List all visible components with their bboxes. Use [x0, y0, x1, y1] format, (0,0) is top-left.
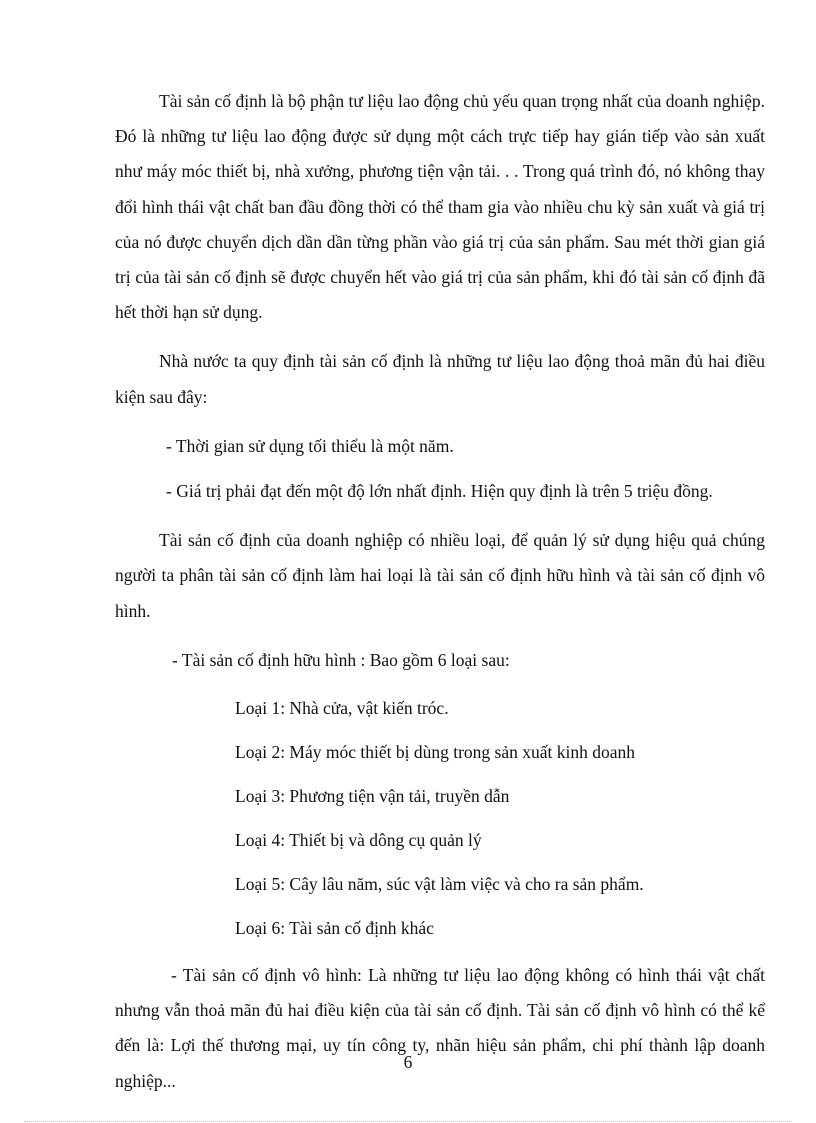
- category-item: Loại 2: Máy móc thiết bị dùng trong sản xuất kinh doanh: [235, 742, 636, 763]
- document-body: [115, 84, 765, 1099]
- category-item: Loại 1: Nhà cửa, vật kiến tróc.: [235, 698, 449, 719]
- category-list: [115, 686, 765, 950]
- paragraph-definition: Tài sản cố định là bộ phận tư liệu lao động chủ yếu quan trọng nhất của doanh nghiệp. Đó là những tư liệu lao động được sử dụng một cách trực tiếp hay gián tiếp vào sản xuất như máy móc thiết bị, nhà xưởng, phương tiện vận tải. . . Trong quá trình đó, nó không thay đổi hình thái vật chất ban đầu đồng thời có thể tham gia vào nhiều chu kỳ sản xuất và giá trị của nó được chuyển dịch dần dần từng phần vào giá trị của sản phẩm. Sau mét thời gian giá trị của tài sản cố định sẽ được chuyển hết vào giá trị của sản phẩm, khi đó tài sản cố định đã hết thời hạn sử dụng.: [115, 91, 765, 323]
- category-item: Loại 4: Thiết bị và dông cụ quản lý: [235, 830, 482, 851]
- paragraph-intangible-assets: - Tài sản cố định vô hình: Là những tư liệu lao động không có hình thái vật chất nhưng vẫn thoả mãn đủ hai điều kiện của tài sản cố định. Tài sản cố định vô hình có thể kể đến là: Lợi thế thương mại, uy tín công ty, nhãn hiệu sản phẩm, chi phí thành lập doanh nghiệp...: [115, 965, 765, 1091]
- tangible-assets-heading: - Tài sản cố định hữu hình : Bao gồm 6 loại sau:: [172, 649, 510, 670]
- page-number: 6: [403, 1052, 413, 1072]
- conditions-list: [115, 429, 765, 509]
- paragraph-conditions-intro: Nhà nước ta quy định tài sản cố định là những tư liệu lao động thoả mãn đủ hai điều kiện sau đây:: [115, 351, 765, 407]
- condition-item-value: - Giá trị phải đạt đến một độ lớn nhất định. Hiện quy định là trên 5 triệu đồng.: [166, 481, 713, 502]
- category-item: Loại 5: Cây lâu năm, súc vật làm việc và cho ra sản phẩm.: [235, 874, 644, 895]
- category-item: Loại 6: Tài sản cố định khác: [235, 918, 434, 939]
- condition-item-time: - Thời gian sử dụng tối thiểu là một năm.: [166, 435, 454, 456]
- footer-divider: [24, 1121, 792, 1122]
- paragraph-classification: Tài sản cố định của doanh nghiệp có nhiều loại, để quản lý sử dụng hiệu quả chúng người ta phân tài sản cố định làm hai loại là tài sản cố định hữu hình và tài sản cố định vô hình.: [115, 530, 765, 621]
- category-item: Loại 3: Phương tiện vận tải, truyền dẫn: [235, 786, 510, 807]
